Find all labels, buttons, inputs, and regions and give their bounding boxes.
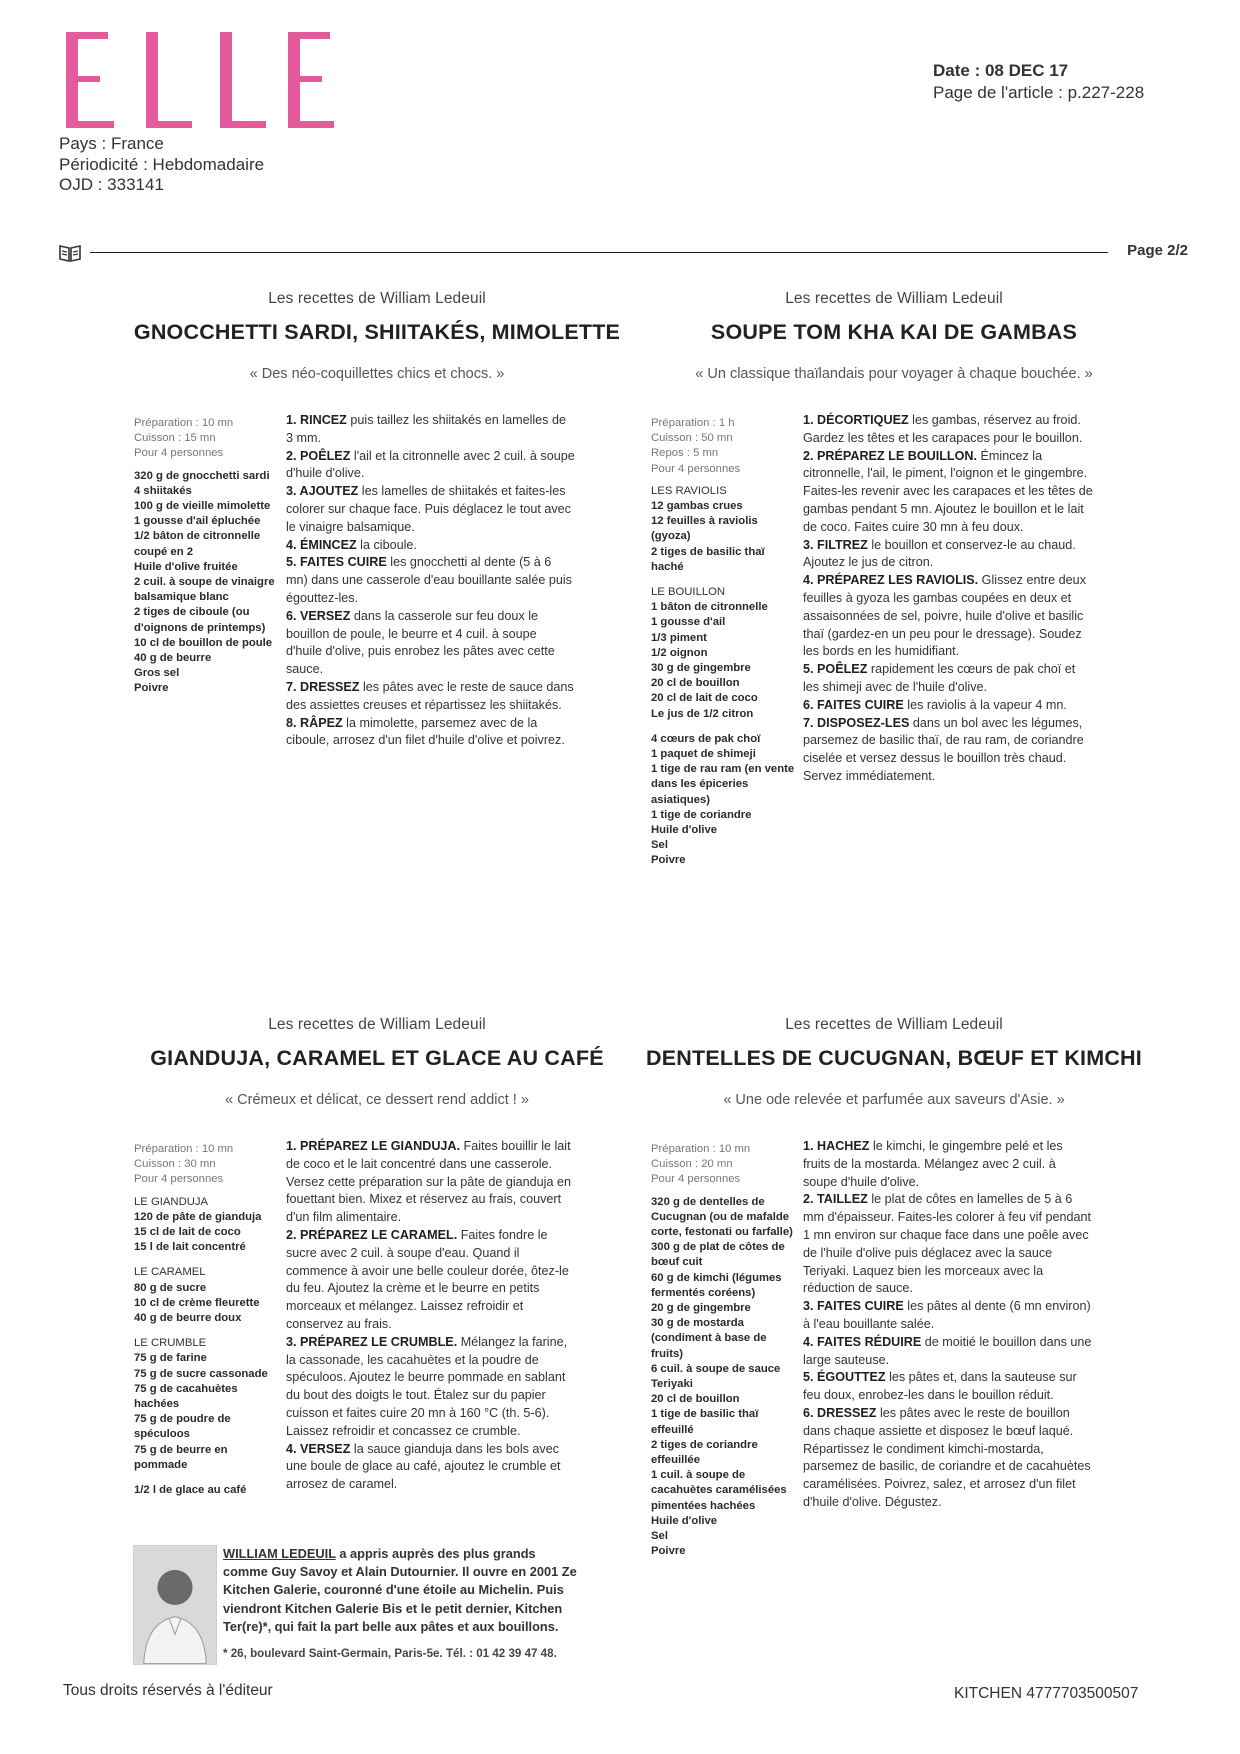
ingredient-item: 75 g de poudre de spéculoos bbox=[134, 1413, 231, 1441]
ingredient-list bbox=[651, 1195, 796, 1560]
ingredient-item: Poivre bbox=[651, 1545, 686, 1558]
ingredient-item: 1 tige de rau ram (en vente dans les épiceries asiatiques) bbox=[651, 763, 795, 806]
recipe-step bbox=[803, 1191, 1093, 1298]
step-text: le kimchi, le gingembre pelé et les fruits de la mostarda. Mélangez avec 2 cuil. à soupe d'huile d'olive. bbox=[803, 1139, 1063, 1189]
ingredients-column bbox=[651, 416, 796, 879]
ingredient-item: 10 cl de bouillon de poule bbox=[134, 636, 273, 649]
servings: Pour 4 personnes bbox=[651, 462, 741, 475]
recipe-step bbox=[286, 483, 576, 536]
ingredients-column bbox=[651, 1142, 796, 1569]
ingredients-column bbox=[134, 1142, 279, 1508]
restaurant-address: * 26, boulevard Saint-Germain, Paris-5e. Tél. : 01 42 39 47 48. bbox=[223, 1647, 557, 1660]
step-verb: 3. PRÉPAREZ LE CRUMBLE. bbox=[286, 1334, 458, 1349]
step-text: les pâtes avec le reste de bouillon dans chaque assiette et disposez le bœuf laqué. Répartissez le condiment kimchi-mostarda, parsemez de basilic, de coriandre et de cacahuètes caramélisées. Poivrez, salez, et arrosez d'un filet d'huile d'olive. Dégustez. bbox=[803, 1405, 1091, 1509]
step-text: l'ail et la citronnelle avec 2 cuil. à soupe d'huile d'olive. bbox=[286, 448, 575, 481]
recipe-step bbox=[803, 661, 1093, 697]
ingredient-group bbox=[134, 1195, 279, 1256]
ingredient-item: 1 tige de basilic thaï effeuillé bbox=[651, 1408, 759, 1436]
step-verb: 3. AJOUTEZ bbox=[286, 484, 359, 499]
ingredient-item: Huile d'olive bbox=[651, 1514, 718, 1527]
clipping-code: KITCHEN 4777703500507 bbox=[954, 1685, 1139, 1702]
recipe-step bbox=[803, 1298, 1093, 1334]
ingredient-group-title: LES RAVIOLIS bbox=[651, 484, 727, 497]
step-text: les gambas, réservez au froid. Gardez les têtes et les carapaces pour le bouillon. bbox=[803, 413, 1083, 445]
step-text: les pâtes avec le reste de sauce dans des assiettes creuses et répartissez les shiitakés. bbox=[286, 679, 574, 712]
recipe-kicker: Les recettes de William Ledeuil bbox=[785, 1016, 1003, 1033]
recipe-gnocchetti bbox=[117, 290, 637, 890]
recipe-step bbox=[803, 1138, 1093, 1191]
recipe-title: GIANDUJA, CARAMEL ET GLACE AU CAFÉ bbox=[150, 1046, 604, 1070]
ingredient-item: Huile d'olive fruitée bbox=[134, 560, 238, 573]
chef-name: WILLIAM LEDEUIL bbox=[223, 1546, 336, 1561]
step-verb: 7. DISPOSEZ-LES bbox=[803, 715, 910, 730]
ingredient-item: 1/2 bâton de citronnelle coupé en 2 bbox=[134, 530, 261, 558]
ingredient-item: 2 tiges de coriandre effeuillée bbox=[651, 1438, 758, 1467]
recipe-step bbox=[286, 715, 576, 751]
ingredient-item: 320 g de gnocchetti sardi bbox=[134, 469, 270, 482]
ingredient-item: 1 paquet de shimeji bbox=[651, 748, 756, 761]
recipe-tagline: « Une ode relevée et parfumée aux saveurs d'Asie. » bbox=[723, 1092, 1065, 1108]
recipe-step bbox=[286, 1441, 576, 1494]
step-verb: 6. FAITES CUIRE bbox=[803, 697, 904, 712]
prep-time: Préparation : 10 mn bbox=[134, 417, 234, 429]
step-text: de moitié le bouillon dans une large sauteuse. bbox=[803, 1334, 1092, 1367]
step-verb: 5. FAITES CUIRE bbox=[286, 555, 387, 570]
ingredient-item: Huile d'olive bbox=[651, 824, 718, 837]
step-verb: 4. ÉMINCEZ bbox=[286, 537, 357, 552]
step-text: Faites bouillir le lait de coco et le lait concentré dans une casserole. Versez cette préparation sur la pâte de gianduja en fouettant bien. Mixez et réservez au frais, couvert d'un film alimentaire. bbox=[286, 1139, 571, 1225]
step-verb: 2. TAILLEZ bbox=[803, 1192, 868, 1207]
ingredient-item: 1/3 piment bbox=[651, 631, 707, 644]
step-verb: 1. HACHEZ bbox=[803, 1139, 870, 1153]
recipe-steps bbox=[803, 412, 1093, 786]
recipe-tagline: « Des néo-coquillettes chics et chocs. » bbox=[249, 366, 505, 382]
recipe-step bbox=[803, 412, 1093, 448]
rest-time: Repos : 5 mn bbox=[651, 447, 719, 460]
ingredient-item: 60 g de kimchi (légumes fermentés coréens) bbox=[651, 1271, 782, 1299]
ingredient-item: Poivre bbox=[651, 854, 686, 867]
ingredient-item: Poivre bbox=[134, 682, 169, 695]
step-text: les pâtes al dente (6 mn environ) à l'eau bouillante salée. bbox=[803, 1299, 1091, 1331]
periodicity: Périodicité : Hebdomadaire bbox=[59, 154, 265, 174]
recipe-kicker: Les recettes de William Ledeuil bbox=[268, 290, 486, 307]
recipe-step bbox=[803, 448, 1093, 537]
ingredient-item: 40 g de beurre bbox=[134, 652, 212, 665]
step-verb: 3. FAITES CUIRE bbox=[803, 1299, 904, 1314]
ingredient-item: 20 cl de bouillon bbox=[651, 1393, 740, 1406]
ingredient-item: 1 cuil. à soupe de cacahuètes caramélisées pimentées hachées bbox=[651, 1469, 787, 1512]
ingredient-group bbox=[134, 1483, 279, 1498]
ingredient-item: 2 tiges de basilic thaï haché bbox=[651, 545, 765, 573]
recipe-title: SOUPE TOM KHA KAI DE GAMBAS bbox=[710, 320, 1078, 344]
step-verb: 4. PRÉPAREZ LES RAVIOLIS. bbox=[803, 573, 979, 588]
ingredient-item: 20 cl de bouillon bbox=[651, 677, 740, 690]
ingredient-item: 20 cl de lait de coco bbox=[651, 692, 758, 705]
step-verb: 5. POÊLEZ bbox=[803, 662, 868, 677]
step-text: rapidement les cœurs de pak choï et les shimeji avec de l'huile d'olive. bbox=[803, 662, 1076, 694]
article-pages: Page de l'article : p.227-228 bbox=[933, 83, 1145, 102]
ingredient-item: Le jus de 1/2 citron bbox=[651, 707, 754, 720]
step-text: le bouillon et conservez-le au chaud. Ajoutez le jus de citron. bbox=[803, 537, 1076, 570]
ingredient-group bbox=[134, 1265, 279, 1326]
elle-logo bbox=[62, 28, 337, 133]
ingredient-item: 12 feuilles à raviolis (gyoza) bbox=[651, 515, 758, 543]
recipe-step bbox=[286, 1138, 576, 1227]
ingredient-group bbox=[651, 484, 796, 575]
recipe-kicker: Les recettes de William Ledeuil bbox=[785, 290, 1003, 307]
ingredient-item: 2 tiges de ciboule (ou d'oignons de printemps) bbox=[134, 606, 266, 634]
recipe-step bbox=[803, 537, 1093, 573]
cook-time: Cuisson : 50 mn bbox=[651, 432, 733, 445]
ingredient-item: Sel bbox=[651, 839, 668, 852]
page-indicator: Page 2/2 bbox=[1127, 242, 1188, 259]
step-text: Glissez entre deux feuilles à gyoza les gambas coupées en deux et assaisonnées de sel, poivre, huile d'olive et basilic thaï (gardez-en un peu pour le dressage). Soudez les bords en les humidifiant. bbox=[803, 573, 1086, 659]
step-verb: 8. RÂPEZ bbox=[286, 715, 343, 730]
ingredient-item: 2 cuil. à soupe de vinaigre balsamique blanc bbox=[134, 576, 275, 604]
ingredient-item: 80 g de sucre bbox=[134, 1281, 207, 1294]
recipe-title: DENTELLES DE CUCUGNAN, BŒUF ET KIMCHI bbox=[646, 1046, 1142, 1070]
ingredient-item: 300 g de plat de côtes de bœuf cuit bbox=[651, 1241, 785, 1269]
recipe-steps bbox=[286, 1138, 576, 1494]
step-text: la ciboule. bbox=[356, 537, 417, 552]
step-verb: 2. PRÉPAREZ LE CARAMEL. bbox=[286, 1227, 458, 1242]
ingredient-item: 20 g de gingembre bbox=[651, 1302, 751, 1315]
step-text: les raviolis à la vapeur 4 mn. bbox=[903, 697, 1067, 712]
step-verb: 2. POÊLEZ bbox=[286, 448, 351, 463]
step-verb: 3. FILTREZ bbox=[803, 537, 868, 552]
ingredient-item: 1/2 l de glace au café bbox=[134, 1484, 247, 1497]
recipe-step bbox=[286, 1227, 576, 1334]
ingredient-item: Gros sel bbox=[134, 667, 180, 680]
recipe-times bbox=[134, 416, 279, 462]
recipe-step bbox=[286, 537, 576, 555]
recipe-step bbox=[803, 1334, 1093, 1370]
ingredient-item: 75 g de cacahuètes hachées bbox=[134, 1382, 238, 1411]
ingredient-item: Sel bbox=[651, 1530, 668, 1543]
recipe-title: GNOCCHETTI SARDI, SHIITAKÉS, MIMOLETTE bbox=[133, 320, 621, 344]
step-text: la mimolette, parsemez avec de la ciboule, arrosez d'un filet d'huile d'olive et poivrez. bbox=[286, 715, 565, 748]
recipe-step bbox=[286, 679, 576, 715]
servings: Pour 4 personnes bbox=[651, 1173, 741, 1186]
ingredient-item: 100 g de vieille mimolette bbox=[134, 500, 271, 513]
step-verb: 4. FAITES RÉDUIRE bbox=[803, 1334, 922, 1349]
chef-bio-text bbox=[223, 1545, 578, 1636]
recipe-step bbox=[286, 412, 576, 448]
cook-time: Cuisson : 15 mn bbox=[134, 432, 216, 445]
recipe-steps bbox=[286, 412, 576, 750]
ingredient-group bbox=[134, 469, 279, 697]
ingredient-item: 15 l de lait concentré bbox=[134, 1241, 246, 1254]
chef-photo bbox=[133, 1545, 217, 1665]
ingredient-item: 12 gambas crues bbox=[651, 500, 743, 513]
ingredient-item: 4 shiitakés bbox=[134, 484, 192, 497]
step-verb: 5. ÉGOUTTEZ bbox=[803, 1370, 886, 1385]
servings: Pour 4 personnes bbox=[134, 1173, 224, 1186]
ingredient-group bbox=[651, 1195, 796, 1560]
ingredient-list bbox=[651, 484, 796, 869]
step-verb: 1. RINCEZ bbox=[286, 413, 347, 427]
recipe-tagline: « Crémeux et délicat, ce dessert rend addict ! » bbox=[225, 1092, 529, 1108]
step-verb: 2. PRÉPAREZ LE BOUILLON. bbox=[803, 448, 977, 463]
step-text: Faites fondre le sucre avec 2 cuil. à soupe d'eau. Quand il commence à avoir une belle couleur dorée, ôtez-le du feu. Ajoutez la crème et le beurre en petits morceaux et mélangez. Laissez refroidir et conservez au frais. bbox=[286, 1227, 569, 1331]
ingredient-item: 6 cuil. à soupe de sauce Teriyaki bbox=[651, 1362, 781, 1391]
step-verb: 4. VERSEZ bbox=[286, 1441, 351, 1456]
recipe-gianduja bbox=[117, 1016, 637, 1616]
ojd: OJD : 333141 bbox=[59, 175, 164, 194]
ingredient-list bbox=[134, 469, 279, 697]
step-verb: 6. DRESSEZ bbox=[803, 1405, 877, 1420]
ingredient-item: 4 cœurs de pak choï bbox=[651, 732, 761, 745]
recipe-step bbox=[803, 1405, 1093, 1512]
recipe-step bbox=[803, 715, 1093, 786]
step-text: les lamelles de shiitakés et faites-les colorer sur chaque face. Puis déglacez le tout avec le vinaigre balsamique. bbox=[286, 484, 571, 534]
publication-meta bbox=[59, 134, 264, 196]
prep-time: Préparation : 10 mn bbox=[651, 1143, 751, 1155]
recipe-times bbox=[651, 416, 796, 477]
chef-bio bbox=[133, 1545, 593, 1665]
divider-line bbox=[90, 252, 1108, 253]
ingredient-item: 10 cl de crème fleurette bbox=[134, 1296, 260, 1309]
servings: Pour 4 personnes bbox=[134, 447, 224, 460]
book-icon bbox=[58, 243, 82, 263]
ingredient-group bbox=[134, 1336, 279, 1473]
cook-time: Cuisson : 30 mn bbox=[134, 1158, 216, 1171]
ingredient-item: 1 tige de coriandre bbox=[651, 808, 752, 821]
step-text: les gnocchetti al dente (5 à 6 mn) dans une casserole d'eau bouillante salée puis égouttez-les. bbox=[286, 555, 572, 605]
ingredient-item: 320 g de dentelles de Cucugnan (ou de mafalde corte, festonati ou farfalle) bbox=[651, 1195, 793, 1239]
ingredient-group-title: LE GIANDUJA bbox=[134, 1195, 209, 1208]
recipe-dentelles bbox=[634, 1016, 1154, 1616]
recipe-step bbox=[286, 608, 576, 679]
ingredient-item: 1/2 oignon bbox=[651, 646, 708, 659]
recipe-steps bbox=[803, 1138, 1093, 1512]
step-text: les pâtes et, dans la sauteuse sur feu doux, enrobez-les dans le bouillon réduit. bbox=[803, 1370, 1077, 1403]
ingredient-item: 75 g de beurre en pommade bbox=[134, 1443, 228, 1471]
ingredient-item: 120 de pâte de gianduja bbox=[134, 1210, 262, 1223]
ingredient-item: 15 cl de lait de coco bbox=[134, 1226, 241, 1239]
ingredient-group bbox=[651, 732, 796, 869]
prep-time: Préparation : 10 mn bbox=[134, 1143, 234, 1155]
ingredient-item: 1 gousse d'ail épluchée bbox=[134, 515, 261, 528]
step-verb: 1. DÉCORTIQUEZ bbox=[803, 413, 909, 427]
step-text: Mélangez la farine, la cassonade, les cacahuètes et la poudre de spéculoos. Ajoutez le beurre pommade en sablant du bout des doigts le tout. Étalez sur du papier cuisson et faites cuire 20 mn à 160 °C (th. 5-6). Laissez refroidir et concassez ce crumble. bbox=[286, 1334, 568, 1438]
recipe-tagline: « Un classique thaïlandais pour voyager à chaque bouchée. » bbox=[695, 366, 1093, 382]
cook-time: Cuisson : 20 mn bbox=[651, 1158, 733, 1171]
ingredient-item: 75 g de farine bbox=[134, 1352, 207, 1365]
step-text: le plat de côtes en lamelles de 5 à 6 mm d'épaisseur. Faites-les colorer à feu vif pendant 1 mn environ sur chaque face dans une poêle avec de l'huile d'olive puis déglacez avec la sauce Teriyaki. Laquez bien les morceaux avec la réduction de sauce. bbox=[803, 1192, 1092, 1296]
ingredient-group-title: LE BOUILLON bbox=[651, 586, 726, 599]
recipe-step bbox=[286, 554, 576, 607]
recipe-step bbox=[803, 697, 1093, 715]
rights-notice: Tous droits réservés à l'éditeur bbox=[63, 1682, 273, 1699]
header-rule bbox=[58, 240, 1188, 266]
country: Pays : France bbox=[59, 134, 164, 153]
ingredient-item: 75 g de sucre cassonade bbox=[134, 1367, 268, 1380]
ingredient-group-title: LE CARAMEL bbox=[134, 1266, 206, 1279]
ingredient-item: 30 g de gingembre bbox=[651, 662, 751, 675]
prep-time: Préparation : 1 h bbox=[651, 417, 735, 429]
ingredient-item: 40 g de beurre doux bbox=[134, 1312, 242, 1325]
recipe-times bbox=[651, 1142, 796, 1188]
recipe-tom-kha-kai bbox=[634, 290, 1154, 890]
step-verb: 1. PRÉPAREZ LE GIANDUJA. bbox=[286, 1139, 461, 1153]
step-text: puis taillez les shiitakés en lamelles de 3 mm. bbox=[286, 413, 566, 445]
ingredient-item: 30 g de mostarda (condiment à base de fruits) bbox=[651, 1317, 767, 1360]
step-text: la sauce gianduja dans les bols avec une boule de glace au café, ajoutez le crumble et arrosez de caramel. bbox=[286, 1441, 561, 1492]
ingredient-group-title: LE CRUMBLE bbox=[134, 1337, 207, 1350]
step-verb: 7. DRESSEZ bbox=[286, 679, 360, 694]
recipe-kicker: Les recettes de William Ledeuil bbox=[268, 1016, 486, 1033]
step-text: dans la casserole sur feu doux le bouillon de poule, le beurre et 4 cuil. à soupe d'huile d'olive, puis enrobez les pâtes avec cette sauce. bbox=[286, 608, 555, 677]
recipe-step bbox=[803, 572, 1093, 661]
ingredients-column bbox=[134, 416, 279, 707]
recipe-times bbox=[134, 1142, 279, 1188]
recipe-step bbox=[286, 1334, 576, 1441]
step-text: dans un bol avec les légumes, parsemez de basilic thaï, de rau ram, de coriandre ciselée et versez dessus le bouillon très chaud. Servez immédiatement. bbox=[803, 715, 1084, 783]
article-date: Date : 08 DEC 17 bbox=[933, 61, 1069, 80]
step-verb: 6. VERSEZ bbox=[286, 608, 351, 623]
recipe-step bbox=[803, 1369, 1093, 1405]
recipe-step bbox=[286, 448, 576, 484]
ingredient-item: 1 bâton de citronnelle bbox=[651, 601, 768, 614]
ingredient-list bbox=[134, 1195, 279, 1499]
step-text: Émincez la citronnelle, l'ail, le piment, l'oignon et le gingembre. Faites-les revenir avec les carapaces et les têtes de gambas pendant 5 mn. Ajoutez le bouillon et le lait de coco. Faites cuire 30 mn à feu doux. bbox=[803, 448, 1093, 534]
article-meta bbox=[933, 60, 1144, 104]
ingredient-item: 1 gousse d'ail bbox=[651, 616, 726, 629]
ingredient-group bbox=[651, 585, 796, 722]
chef-bio-body: a appris auprès des plus grands comme Guy Savoy et Alain Dutournier. Il ouvre en 2001 Ze Kitchen Galerie, couronné d'une étoile au Michelin. Puis viendront Kitchen Galerie Bis et le petit dernier, Kitchen Ter(re)*, qui fait la part belle aux pâtes et aux bouillons. bbox=[223, 1546, 577, 1634]
